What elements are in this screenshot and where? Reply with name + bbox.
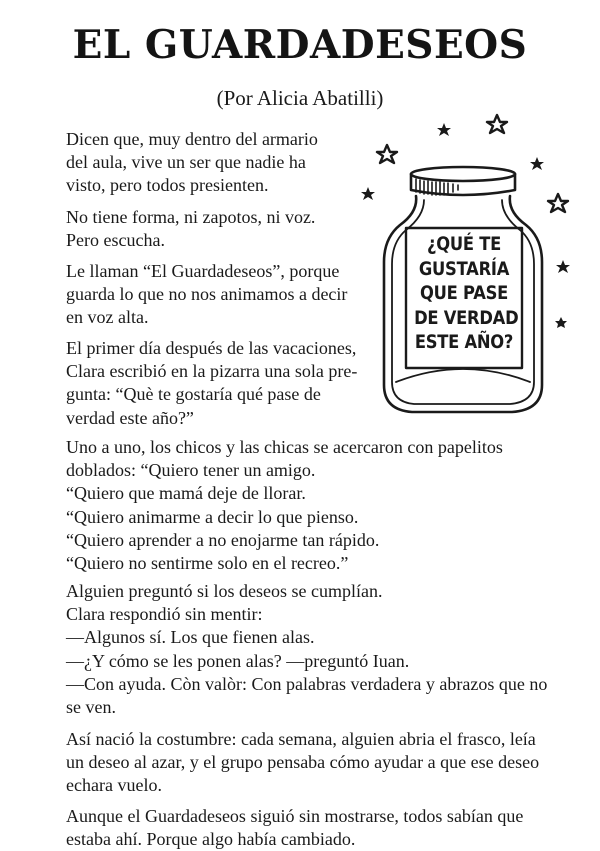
column-paragraph-3: Le llaman “El Guardadeseos”, porque guarda lo que no nos animamos a decir en voz alta. — [66, 261, 348, 328]
author-byline: (Por Alicia Abatilli) — [216, 86, 384, 110]
full-paragraph-4: Aunque el Guardadeseos siguió sin mostrarse, todos sabían que estaba ahí. Porque algo había cambiado. — [66, 806, 524, 850]
story-title: EL GUARDADESEOS — [72, 22, 528, 68]
column-paragraph-1: Dicen que, muy dentro del armario del aula, vive un ser que nadie ha visto, pero todos presienten. — [66, 129, 318, 196]
full-paragraph-3: Así nació la costumbre: cada semana, alguien abria el frasco, leía un deseo al azar, y el grupo pensaba cómo ayudar a que ese deseo echara vuelo. — [66, 729, 540, 796]
column-paragraph-2: No tiene forma, ni zapotos, ni voz. Pero escucha. — [66, 207, 316, 251]
full-paragraph-1: Uno a uno, los chicos y las chicas se acercaron con papelitos doblados: “Quiero tener un amigo. “Quiero que mamá deje de llorar. “Quiero animarme a decir lo que pienso. “Quiero aprender a no enojarme tan rápido. “Quiero no sentirme solo en el recreo.” — [66, 437, 503, 574]
column-paragraph-4: El primer día después de las vacaciones, Clara escribió en la pizarra una sola pre- gunta: “Què te gostaría qué pase de verdad este año?” — [66, 338, 358, 428]
full-paragraph-2: Alguien preguntó si los deseos se cumplían. Clara respondió sin mentir: —Algunos sí. Los que fienen alas. —¿Y cómo se les ponen alas? —preguntó Iuan. —Con ayuda. Còn valòr: Con palabras verdadera y abrazos que no se ven. — [66, 581, 548, 718]
jar-label-text: ¿QUÉ TE GUSTARÍA QUE PASE DE VERDAD ESTE AÑO? — [414, 233, 519, 353]
